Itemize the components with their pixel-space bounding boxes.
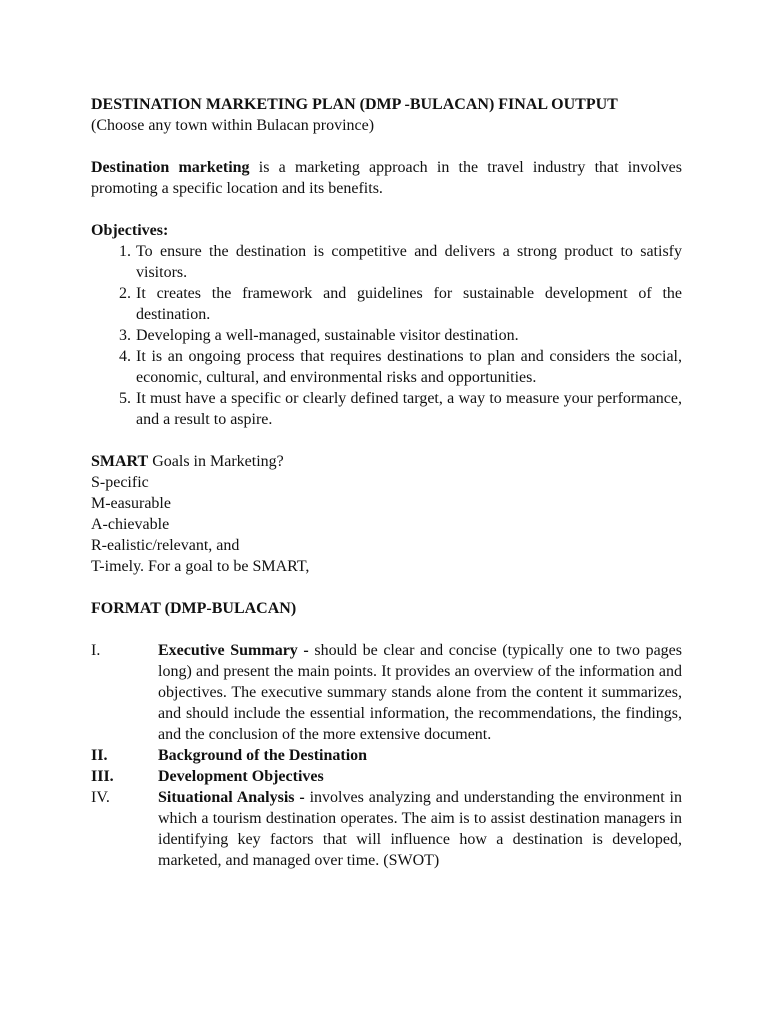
- format-item-term: Background of the Destination: [158, 747, 368, 764]
- format-item: [91, 766, 682, 787]
- format-item-number: I.: [91, 642, 101, 659]
- format-item: [91, 787, 682, 871]
- intro-term: Destination marketing: [91, 159, 250, 176]
- objective-item: 2. It creates the framework and guidelines for sustainable development of the destination.: [135, 283, 682, 325]
- smart-line: A-chievable: [91, 516, 170, 533]
- objective-item: 4. It is an ongoing process that requires destinations to plan and considers the social, economic, cultural, and environmental risks and opportunities.: [135, 346, 682, 388]
- intro-paragraph: [91, 157, 682, 199]
- objective-item: 5. It must have a specific or clearly defined target, a way to measure your performance, and a result to aspire.: [135, 388, 682, 430]
- format-list: [91, 640, 682, 871]
- objectives-list: [91, 241, 682, 430]
- document-title: DESTINATION MARKETING PLAN (DMP -BULACAN) FINAL OUTPUT: [91, 96, 618, 113]
- format-item-text: should be clear and concise (typically one to two pages long) and present the main points. It provides an overview of the information and objectives. The executive summary stands alone from the content it summarizes, and should include the essential information, the recommendations, the findings, and the conclusion of the more extensive document.: [158, 642, 683, 743]
- smart-line: M-easurable: [91, 495, 171, 512]
- format-item-body: [158, 787, 682, 871]
- format-item-number: III.: [91, 768, 114, 785]
- smart-line: R-ealistic/relevant, and: [91, 537, 240, 554]
- format-item: [91, 745, 682, 766]
- format-item-body: [158, 640, 682, 745]
- format-item-text: involves analyzing and understanding the environment in which a tourism destination operates. The aim is to assist destination managers in identifying key factors that will influence how a destination is developed, marketed, and managed over time. (SWOT): [158, 789, 682, 869]
- format-heading: FORMAT (DMP-BULACAN): [91, 600, 297, 617]
- smart-heading: [91, 451, 682, 472]
- intro-text: is a marketing approach in the travel industry that involves promoting a specific location and its benefits.: [91, 159, 683, 197]
- objective-item: 3. Developing a well-managed, sustainable visitor destination.: [135, 325, 682, 346]
- format-item-term: Situational Analysis -: [158, 789, 305, 806]
- smart-line: S-pecific: [91, 474, 149, 491]
- format-item-number: II.: [91, 747, 108, 764]
- format-item: [91, 640, 682, 745]
- document-subtitle: (Choose any town within Bulacan province): [91, 117, 375, 134]
- smart-section: [91, 451, 682, 577]
- format-item-term: Executive Summary -: [158, 642, 309, 659]
- format-item-body: [158, 745, 682, 766]
- objectives-heading: Objectives:: [91, 222, 169, 239]
- objective-item: 1. To ensure the destination is competitive and delivers a strong product to satisfy visitors.: [135, 241, 682, 283]
- format-item-term: Development Objectives: [158, 768, 324, 785]
- format-item-number: IV.: [91, 789, 110, 806]
- smart-term: SMART: [91, 453, 149, 470]
- smart-question: Goals in Marketing?: [148, 453, 284, 470]
- smart-line: T-imely. For a goal to be SMART,: [91, 558, 310, 575]
- format-item-body: [158, 766, 682, 787]
